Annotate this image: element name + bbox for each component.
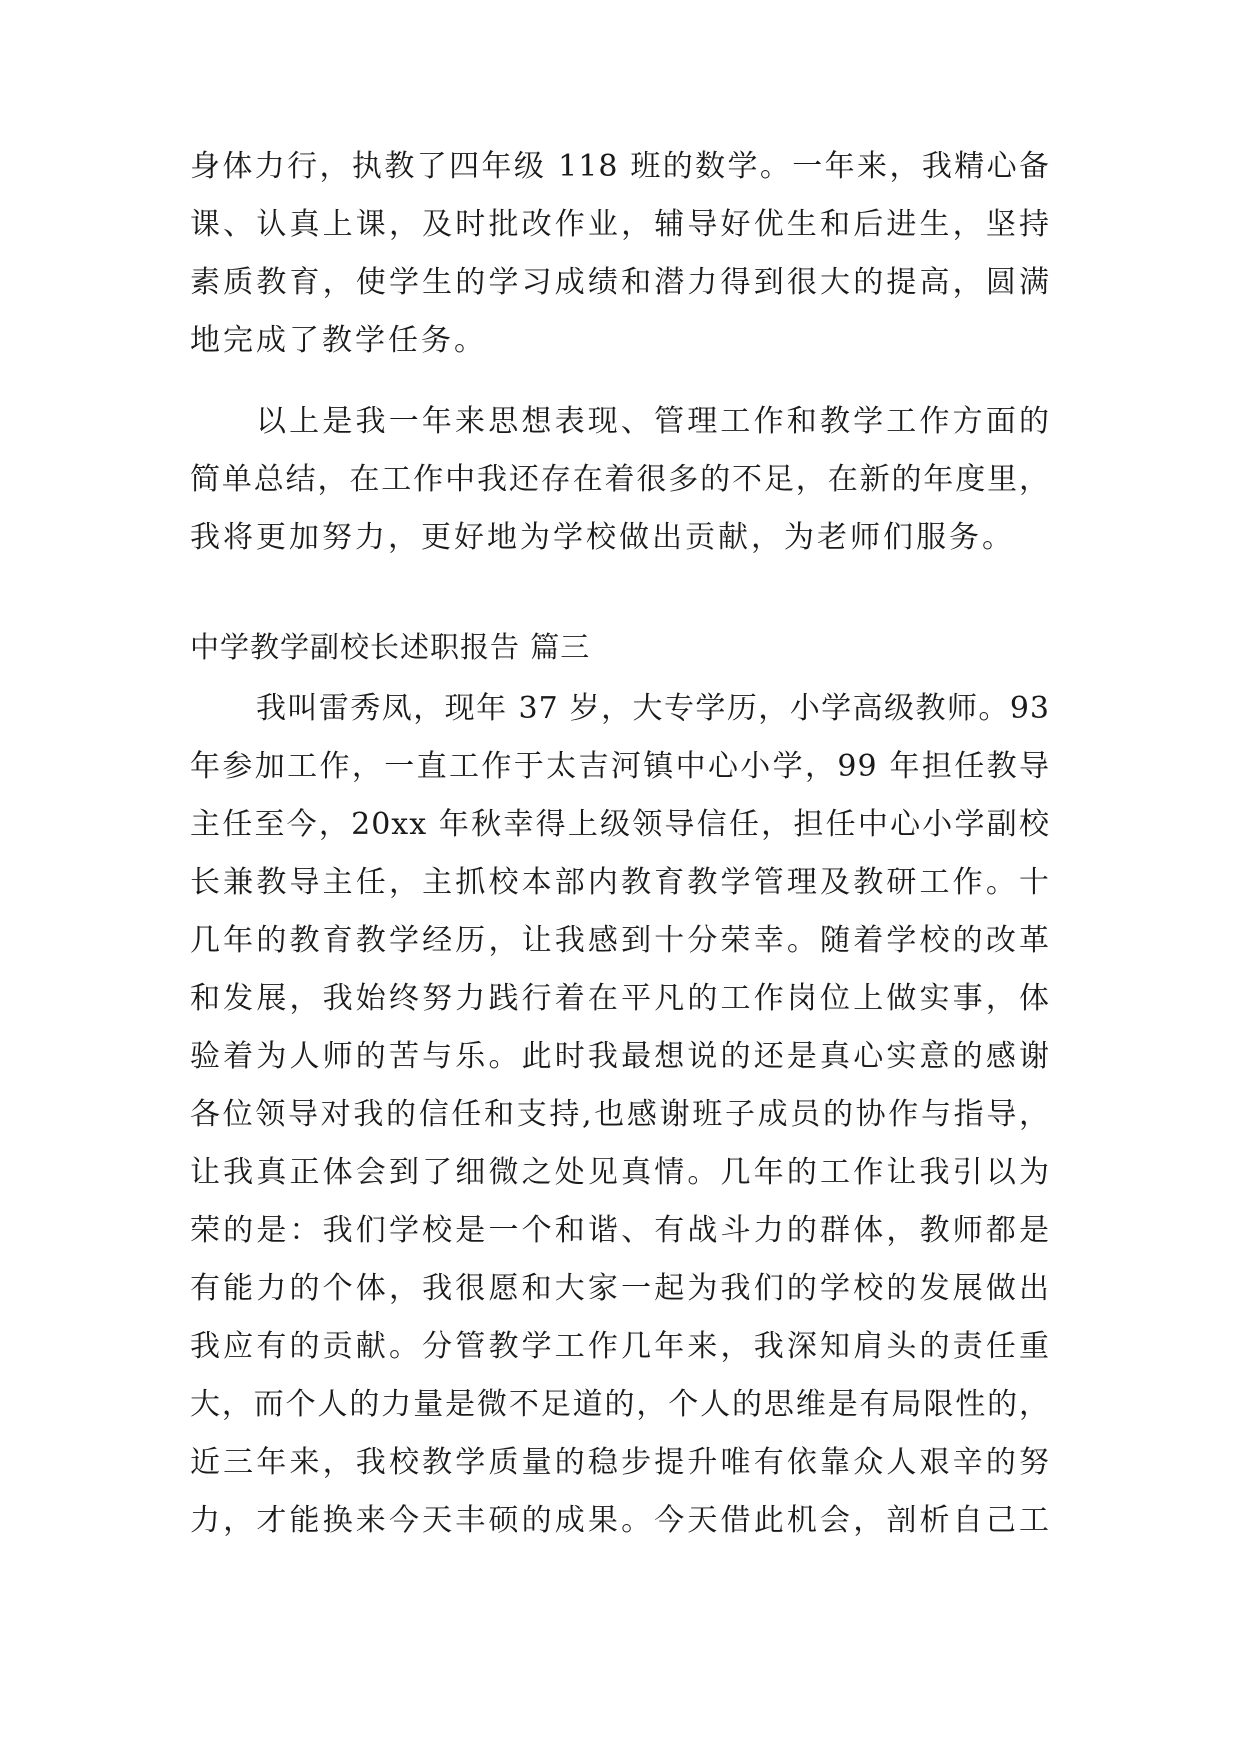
paragraph-2-line: 我将更加努力，更好地为学校做出贡献，为老师们服务。 [190, 520, 1015, 555]
paragraph-3-line: 我应有的贡献。分管教学工作几年来，我深知肩头的责任重 [190, 1329, 1050, 1364]
paragraph-3-line: 长兼教导主任，主抓校本部内教育教学管理及教研工作。十 [190, 865, 1050, 900]
paragraph-1-line: 地完成了教学任务。 [190, 323, 487, 358]
paragraph-3-line: 验着为人师的苦与乐。此时我最想说的还是真心实意的感谢 [190, 1039, 1050, 1074]
paragraph-1-line: 素质教育，使学生的学习成绩和潜力得到很大的提高，圆满 [190, 265, 1050, 300]
paragraph-3-line: 近三年来，我校教学质量的稳步提升唯有依靠众人艰辛的努 [190, 1445, 1050, 1480]
paragraph-2-line: 简单总结，在工作中我还存在着很多的不足，在新的年度里， [190, 462, 1050, 497]
paragraph-1-line: 身体力行，执教了四年级 118 班的数学。一年来，我精心备 [190, 149, 1050, 184]
paragraph-3-line: 主任至今，20xx 年秋幸得上级领导信任，担任中心小学副校 [190, 807, 1050, 842]
paragraph-3-line: 有能力的个体，我很愿和大家一起为我们的学校的发展做出 [190, 1271, 1050, 1306]
paragraph-3-line: 年参加工作，一直工作于太吉河镇中心小学，99 年担任教导 [190, 749, 1050, 784]
paragraph-3-line: 大，而个人的力量是微不足道的，个人的思维是有局限性的， [190, 1387, 1050, 1422]
paragraph-1 [190, 138, 1050, 370]
paragraph-3-line: 几年的教育教学经历，让我感到十分荣幸。随着学校的改革 [190, 923, 1050, 958]
paragraph-3-line: 各位领导对我的信任和支持,也感谢班子成员的协作与指导， [190, 1097, 1050, 1132]
paragraph-2 [190, 393, 1050, 567]
paragraph-3-line: 荣的是：我们学校是一个和谐、有战斗力的群体，教师都是 [190, 1213, 1050, 1248]
section-heading: 中学教学副校长述职报告 篇三 [190, 630, 591, 664]
paragraph-3-line: 和发展，我始终努力践行着在平凡的工作岗位上做实事，体 [190, 981, 1050, 1016]
paragraph-2-line: 以上是我一年来思想表现、管理工作和教学工作方面的 [256, 404, 1050, 439]
paragraph-3-line: 让我真正体会到了细微之处见真情。几年的工作让我引以为 [190, 1155, 1050, 1190]
paragraph-3-line: 我叫雷秀凤，现年 37 岁，大专学历，小学高级教师。93 [256, 691, 1050, 726]
paragraph-3-line: 力，才能换来今天丰硕的成果。今天借此机会，剖析自己工 [190, 1503, 1050, 1538]
paragraph-1-line: 课、认真上课，及时批改作业，辅导好优生和后进生，坚持 [190, 207, 1050, 242]
paragraph-3 [190, 680, 1050, 1550]
